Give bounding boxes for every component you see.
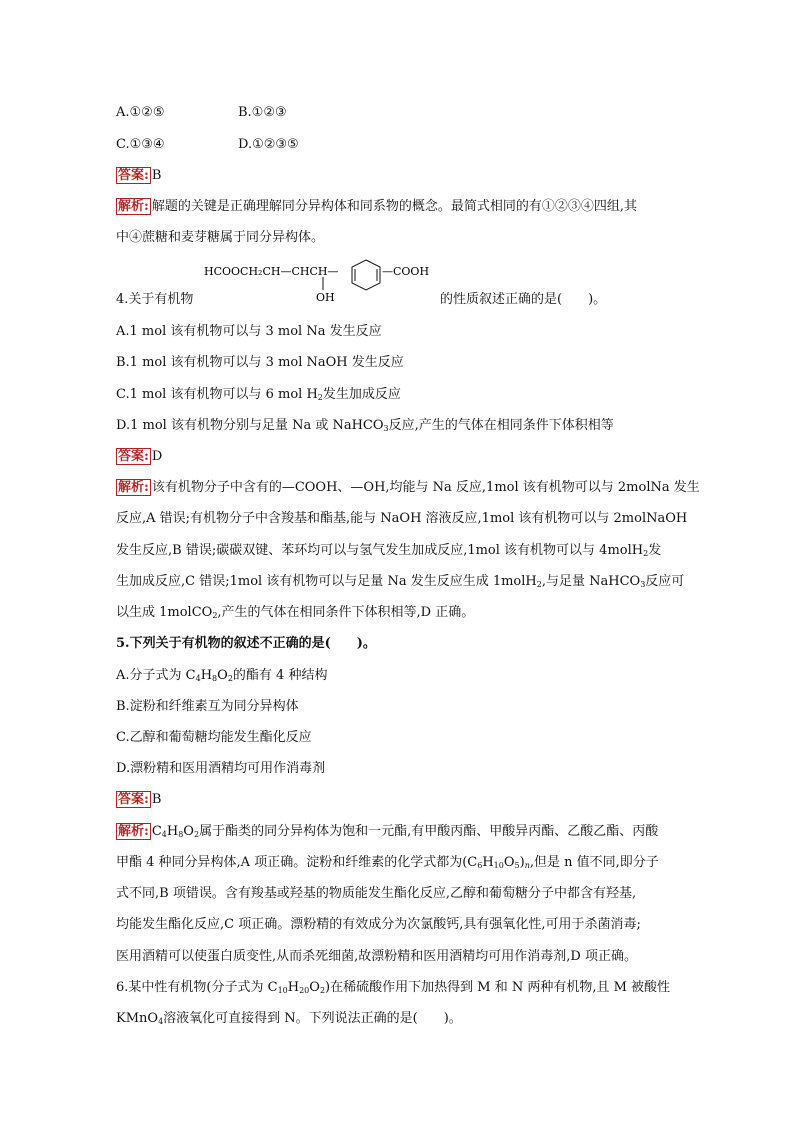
- q4-option-b: B.1 mol 该有机物可以与 3 mol NaOH 发生反应: [116, 355, 404, 370]
- q5-analysis-row: 解析: $C_4H_8O_2$属于酯类的同分异构体为饱和一元酯,有甲酸丙酯、甲酸异丙酯、乙酸乙酯、丙酸: [118, 824, 659, 839]
- q5-analysis-line: 式不同,B 项错误。含有羧基或羟基的物质能发生酯化反应,乙醇和葡萄糖分子中都含有羟基,: [116, 886, 637, 901]
- option-a: A.①②⑤: [116, 105, 165, 120]
- analysis-tag: 解析:: [118, 824, 149, 839]
- structural-formula: [200, 258, 440, 306]
- option-b: B.①②③: [238, 105, 287, 120]
- q6-stem-line: 6.某中性有机物(分子式为 $C_{10}H_{20}O_2$)在稀硫酸作用下加热得到 M 和 N 两种有机物,且 M 被酸性: [116, 980, 671, 995]
- q4-option-a: A.1 mol 该有机物可以与 3 mol Na 发生反应: [116, 324, 382, 339]
- answer-value: B: [151, 792, 162, 807]
- q4-stem-prefix: 4.关于有机物: [116, 292, 194, 307]
- q6-stem-line: KMnO$_4$溶液氧化可直接得到 N。下列说法正确的是( )。: [116, 1011, 462, 1026]
- q4-option-d: D.1 mol 该有机物分别与足量 Na 或 NaHCO$_3$反应,产生的气体在相同条件下体积相等: [116, 418, 614, 433]
- q4-option-c: C.1 mol 该有机物可以与 6 mol $H_2$发生加成反应: [116, 387, 401, 402]
- formula-left-text: HCOOCH₂CH—CHCH—: [204, 265, 339, 278]
- analysis-tag: 解析:: [118, 199, 149, 214]
- formula-right-text: —COOH: [382, 265, 430, 278]
- answer-value: B: [151, 168, 162, 183]
- q5-option-d: D.漂粉精和医用酒精均可用作消毒剂: [116, 761, 326, 776]
- q5-analysis-line: 甲酯 4 种同分异构体,A 项正确。淀粉和纤维素的化学式都为$(C_6H_{10}O_5)_n$,但是 n 值不同,即分子: [116, 855, 659, 870]
- q5-option-c: C.乙醇和葡萄糖均能发生酯化反应: [116, 730, 312, 745]
- q4-analysis-line: 以生成 1molCO$_2$,产生的气体在相同条件下体积相等,D 正确。: [116, 605, 475, 620]
- q4-analysis-line: 生加成反应,C 错误;1mol 该有机物可以与足量 Na 发生反应生成 1molH$_2$,与足量 NaHCO$_3$反应可: [116, 574, 685, 589]
- q5-analysis-line: 医用酒精可以使蛋白质变性,从而杀死细菌,故漂粉精和医用酒精均可用作消毒剂,D 项正确。: [116, 949, 637, 964]
- analysis-row: [116, 198, 637, 215]
- q5-stem: 5.下列关于有机物的叙述不正确的是( )。: [116, 636, 376, 651]
- answer-tag: 答案:: [118, 449, 149, 464]
- answer-tag: 答案:: [118, 792, 149, 807]
- q4-analysis-row: 解析: 该有机物分子中含有的—COOH、—OH,均能与 Na 反应,1mol 该有机物可以与 2molNa 发生: [118, 480, 700, 495]
- q4-answer-row: [116, 448, 162, 465]
- q4-analysis-line: 反应,A 错误;有机物分子中含羧基和酯基,能与 NaOH 溶液反应,1mol 该有机物可以与 2molNaOH: [116, 511, 688, 526]
- q5-option-b: B.淀粉和纤维素互为同分异构体: [116, 699, 299, 714]
- answer-value: D: [151, 449, 163, 464]
- analysis-text: 解题的关键是正确理解同分异构体和同系物的概念。最简式相同的有①②③④四组,其: [151, 199, 637, 214]
- q4-analysis-line: 发生反应,B 错误;碳碳双键、苯环均可以与氢气发生加成反应,1mol 该有机物可以与 4molH$_2$发: [116, 543, 662, 558]
- formula-oh-text: OH: [316, 291, 335, 304]
- q4-stem-suffix: 的性质叙述正确的是( )。: [440, 292, 607, 307]
- option-c: C.①③④: [116, 137, 165, 152]
- option-d: D.①②③⑤: [238, 137, 299, 152]
- q5-answer-row: [116, 791, 161, 808]
- analysis-tag: 解析:: [118, 480, 149, 495]
- q5-option-a: A.分子式为 $C_4H_8O_2$的酯有 4 种结构: [116, 668, 328, 683]
- benzene-ring-icon: [352, 260, 380, 290]
- analysis-text-cont: 中④蔗糖和麦芽糖属于同分异构体。: [116, 230, 325, 245]
- answer-tag: 答案:: [118, 168, 149, 183]
- q5-analysis-line: 均能发生酯化反应,C 项正确。漂粉精的有效成分为次氯酸钙,具有强氧化性,可用于杀菌消毒;: [116, 917, 641, 932]
- answer-row: [116, 167, 161, 184]
